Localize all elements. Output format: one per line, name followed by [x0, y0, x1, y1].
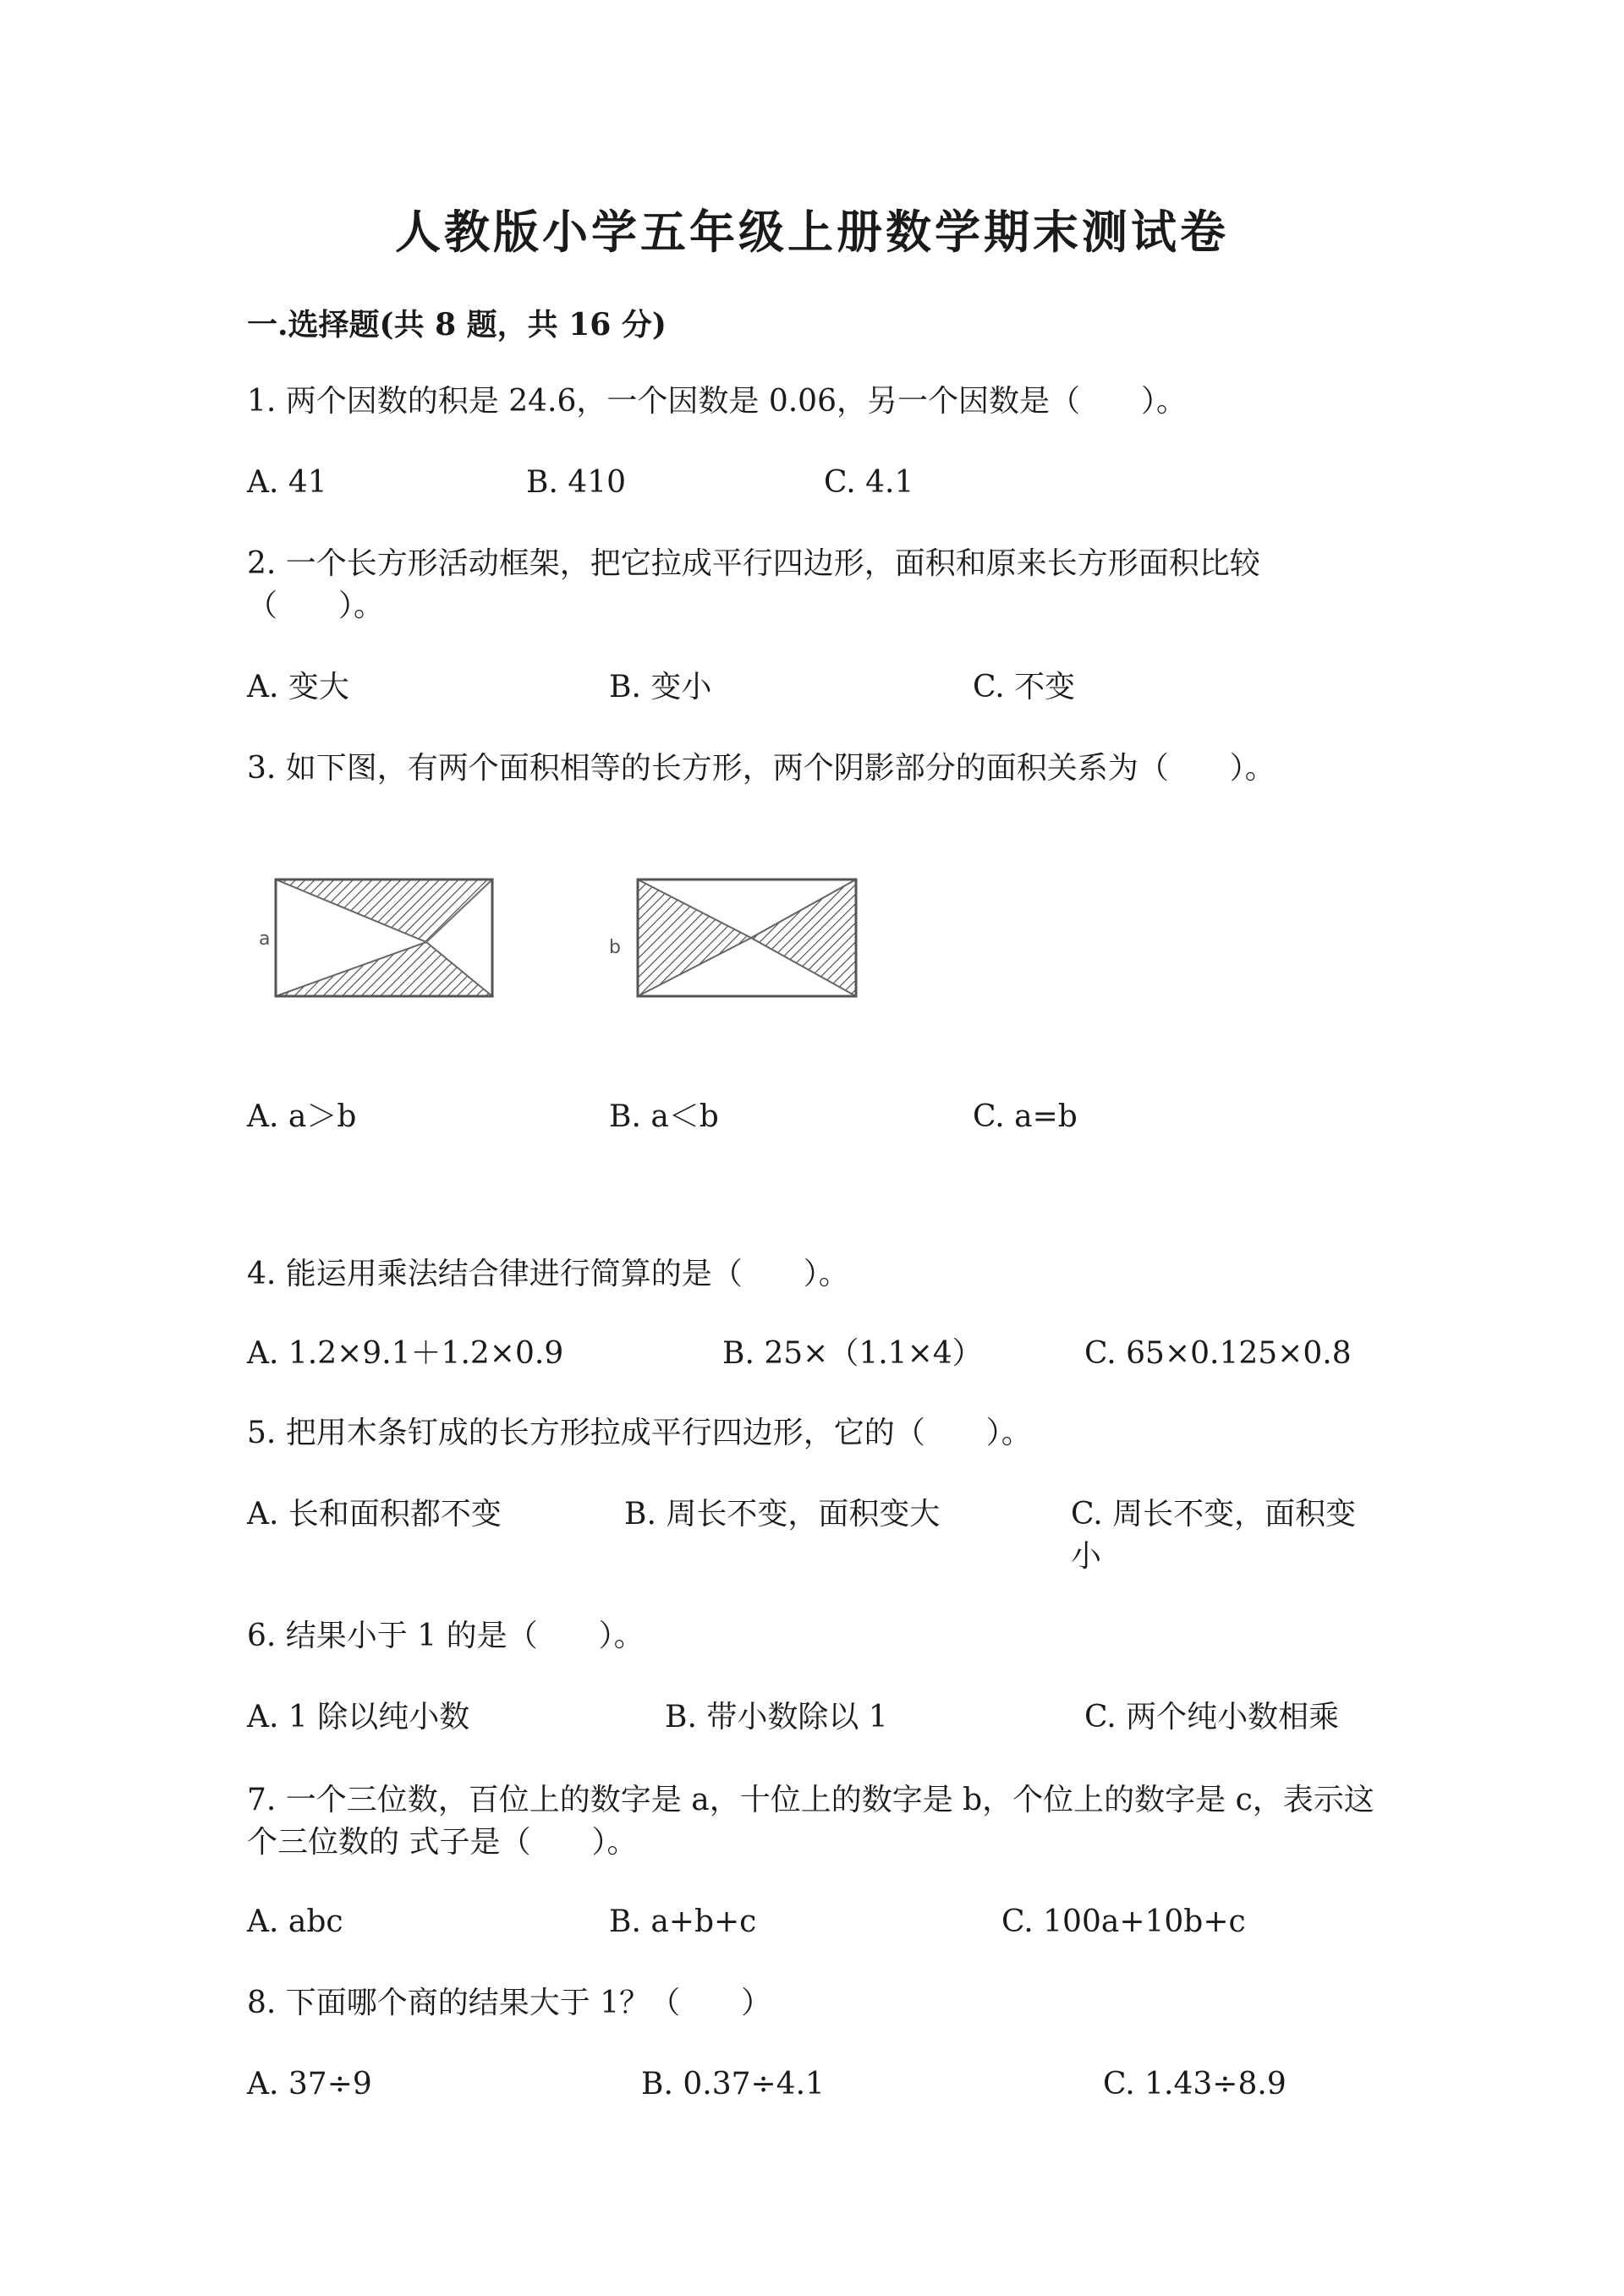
question-8-option-b: B. 0.37÷4.1	[641, 2067, 825, 2101]
question-2-option-a: A. 变大	[247, 670, 349, 704]
question-4-option-b: B. 25×（1.1×4）	[722, 1336, 983, 1371]
question-1-stem: 1. 两个因数的积是 24.6，一个因数是 0.06，另一个因数是（ ）。	[247, 384, 1187, 419]
question-6-option-a: A. 1 除以纯小数	[247, 1700, 470, 1734]
question-4-option-a: A. 1.2×9.1＋1.2×0.9	[247, 1336, 564, 1371]
question-8-stem: 8. 下面哪个商的结果大于 1？（ ）	[247, 1986, 772, 2020]
rectangle-b	[638, 879, 856, 996]
question-5-options	[247, 1493, 1385, 1578]
question-6-stem: 6. 结果小于 1 的是（ ）。	[247, 1619, 645, 1653]
question-2-option-c: C. 不变	[973, 670, 1076, 704]
question-5-option-c-text: C. 周长不变，面积变小	[1071, 1497, 1357, 1574]
question-6-option-c: C. 两个纯小数相乘	[1084, 1700, 1340, 1734]
question-1-option-c: C. 4.1	[824, 465, 914, 500]
question-8-option-c: C. 1.43÷8.9	[1103, 2067, 1287, 2101]
question-4-option-c: C. 65×0.125×0.8	[1084, 1336, 1352, 1371]
question-8-option-a: A. 37÷9	[247, 2067, 372, 2101]
question-6-option-b: B. 带小数除以 1	[665, 1700, 888, 1734]
question-7-option-b: B. a+b+c	[609, 1904, 757, 1939]
rectangle-a	[276, 879, 492, 996]
question-7-option-a: A. abc	[247, 1904, 343, 1939]
question-3-stem: 3. 如下图，有两个面积相等的长方形，两个阴影部分的面积关系为（ ）。	[247, 751, 1276, 786]
question-3-option-c: C. a=b	[973, 1099, 1078, 1134]
question-7-option-c: C. 100a+10b+c	[1001, 1904, 1246, 1939]
question-3-option-b: B. a＜b	[609, 1099, 719, 1134]
question-2-stem: 2. 一个长方形活动框架，把它拉成平行四边形，面积和原来长方形面积比较（ ）。	[247, 546, 1260, 623]
question-4-stem: 4. 能运用乘法结合律进行简算的是（ ）。	[247, 1257, 849, 1291]
question-7-stem: 7. 一个三位数，百位上的数字是 a，十位上的数字是 b，个位上的数字是 c，表示这个三位数的 式子是（ ）。	[247, 1783, 1374, 1860]
question-2-options	[247, 666, 1385, 709]
question-5-option-b: B. 周长不变，面积变大	[624, 1497, 941, 1532]
question-7-options	[247, 1901, 1385, 1943]
question-1-option-a: A. 41	[247, 465, 327, 500]
question-3-options	[247, 1096, 1385, 1138]
question-4-options	[247, 1333, 1385, 1375]
question-6-options	[247, 1696, 1385, 1739]
section-heading: 一.选择题(共 8 题，共 16 分)	[247, 307, 667, 342]
figure-label-a: a	[259, 929, 271, 950]
question-8-options	[247, 2063, 1385, 2106]
question-1-options	[247, 462, 1385, 504]
question-1-option-b: B. 410	[526, 465, 627, 500]
question-5-option-a: A. 长和面积都不变	[247, 1497, 502, 1532]
page-title: 人教版小学五年级上册数学期末测试卷	[395, 205, 1229, 259]
question-2-option-b: B. 变小	[609, 670, 712, 704]
question-3-option-a: A. a＞b	[247, 1099, 357, 1134]
question-5-stem: 5. 把用木条钉成的长方形拉成平行四边形，它的（ ）。	[247, 1416, 1032, 1450]
rectangles-diagram	[247, 861, 890, 1005]
figure-label-b: b	[609, 937, 621, 958]
